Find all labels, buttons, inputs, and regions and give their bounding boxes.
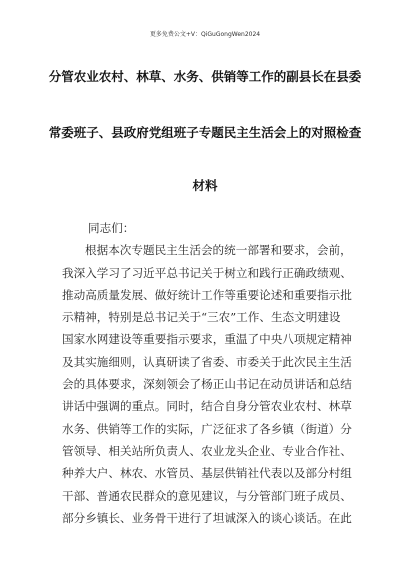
body-line: 种养大户、林农、水管员、基层供销社代表以及部分村组: [62, 466, 352, 481]
body-line: 我深入学习了习近平总书记关于树立和践行正确政绩观、: [62, 265, 352, 280]
body-line: 讲话中强调的重点。同时，结合自身分管农业农村、林草: [62, 399, 352, 414]
title-line-3: 材料: [192, 178, 218, 193]
title-line-1: 分管农业农村、林草、水务、供销等工作的副县长在县委: [48, 69, 362, 84]
title-line-2: 常委班子、县政府党组班子专题民主生活会上的对照检查: [48, 125, 362, 140]
body-line: 干部、普通农民群众的意见建议，与分管部门班子成员、: [62, 488, 352, 503]
body-line: 根据本次专题民主生活会的统一部署和要求，会前，: [85, 243, 352, 258]
body-line: 及其实施细则，认真研读了省委、市委关于此次民主生活: [62, 354, 352, 369]
body-line: 示精神，特别是总书记关于“三农”工作、生态文明建设: [62, 310, 341, 325]
body-line: 管领导、相关站所负责人、农业龙头企业、专业合作社、: [62, 443, 352, 458]
body-line: 推动高质量发展、做好统计工作等重要论述和重要指示批: [62, 287, 352, 302]
salutation: 同志们：: [88, 221, 135, 235]
body-line: 国家水网建设等重要指示要求，重温了中央八项规定精神: [62, 332, 352, 347]
body-line: 部分乡镇长、业务骨干进行了坦诚深入的谈心谈话。在此: [62, 510, 352, 525]
body-line: 会的具体要求，深刻领会了杨正山书记在动员讲话和总结: [62, 377, 352, 392]
document-body: [62, 217, 354, 529]
body-line: 水务、供销等工作的实际，广泛征求了各乡镇（街道）分: [62, 421, 352, 436]
page-header: 更多免费公文+V：QiGuGongWen2024: [149, 31, 261, 38]
